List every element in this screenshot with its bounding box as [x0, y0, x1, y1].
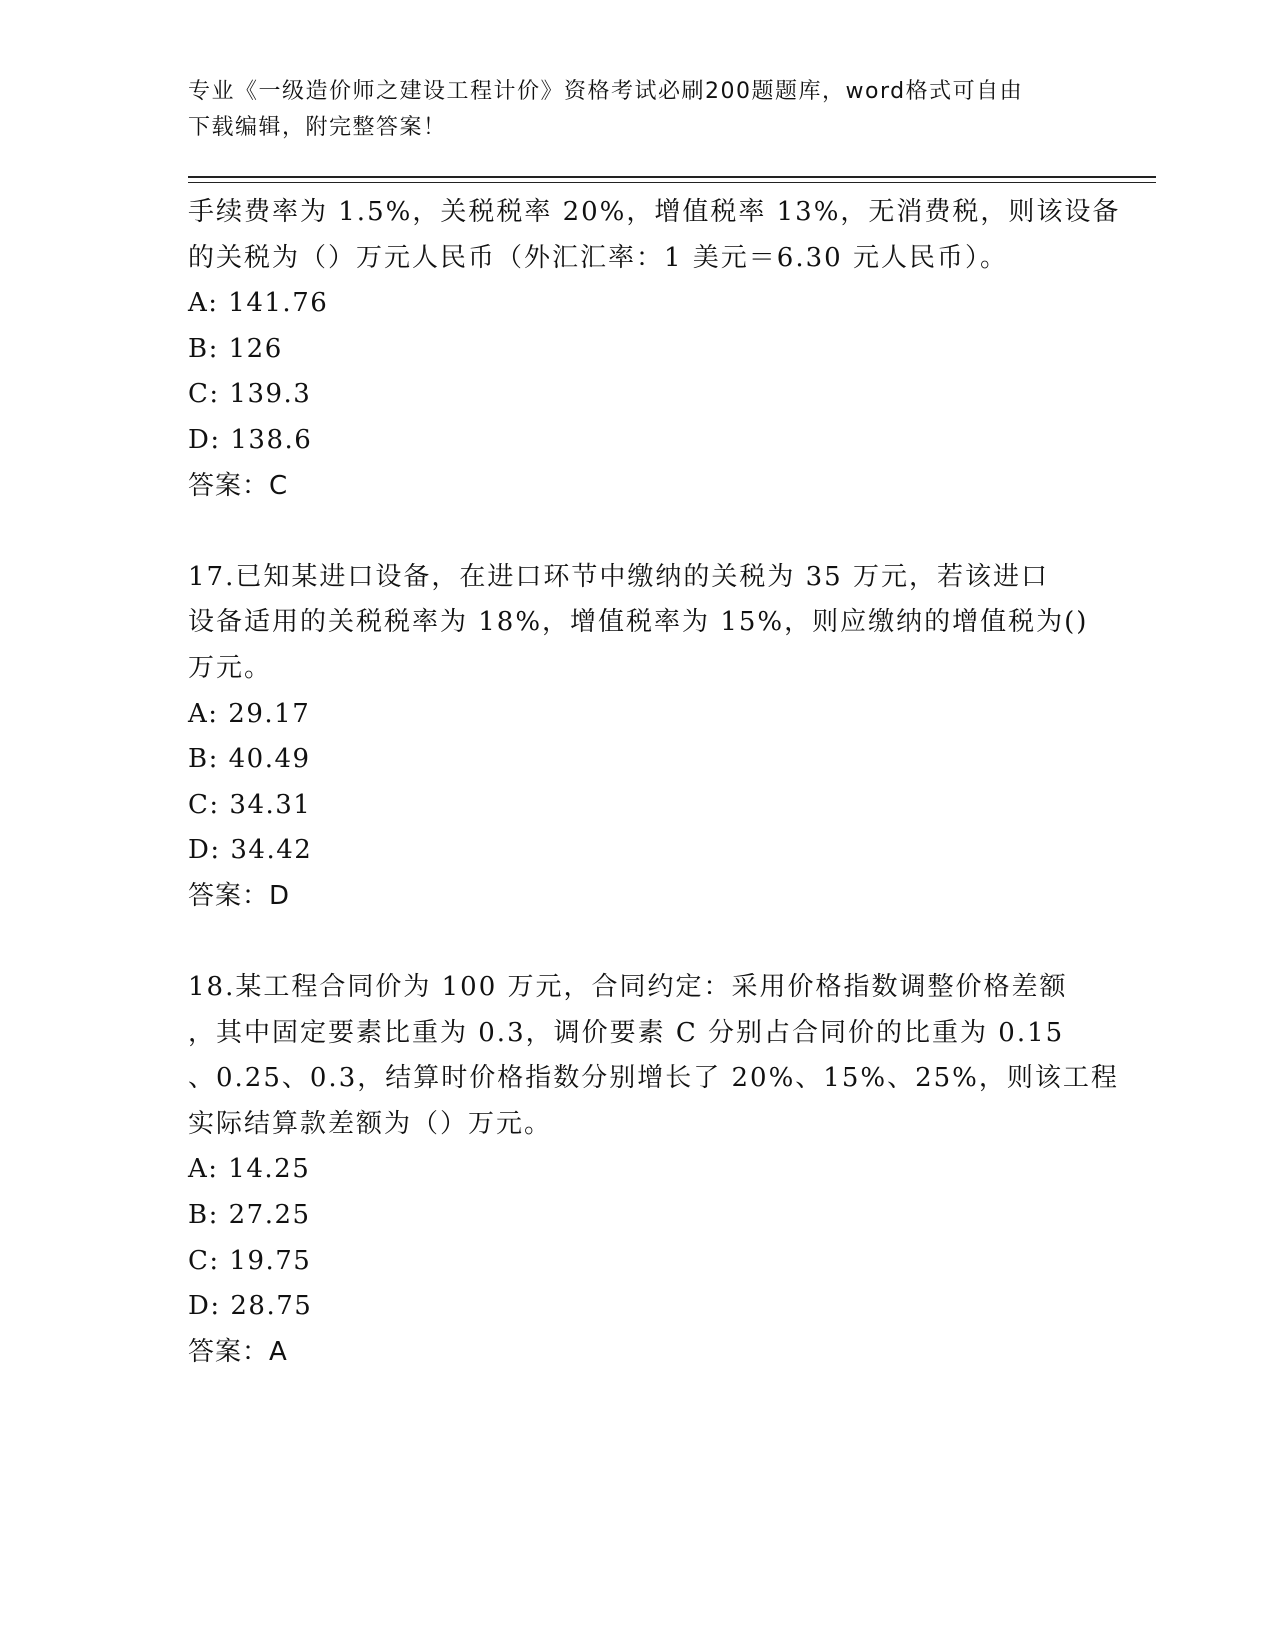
question-spacer: [188, 920, 1088, 966]
header-divider-thin: [188, 182, 1156, 183]
option-c: C: 34.31: [188, 789, 312, 820]
answer-label: 答案：D: [188, 880, 291, 911]
question-text-line: 手续费率为 1.5%，关税税率 20%，增值税率 13%，无消费税，则该设备: [188, 197, 1121, 227]
option-a: A: 14.25: [188, 1154, 311, 1185]
question-text-line: 实际结算款差额为（）万元。: [188, 1108, 553, 1139]
question-text-line: 17.已知某进口设备，在进口环节中缴纳的关税为 35 万元，若该进口: [188, 561, 1049, 592]
option-d: D: 28.75: [188, 1291, 313, 1322]
question-text-line: 18.某工程合同价为 100 万元，合同约定：采用价格指数调整价格差额: [188, 972, 1068, 1003]
option-c: C: 19.75: [188, 1245, 312, 1276]
question-17: [188, 555, 1088, 920]
question-text-line: ，其中固定要素比重为 0.3，调价要素 C 分别占合同价的比重为 0.15: [188, 1017, 1065, 1048]
option-b: B: 40.49: [188, 744, 311, 775]
option-b: B: 126: [188, 333, 283, 364]
option-a: A: 29.17: [188, 698, 311, 729]
answer-label: 答案：C: [188, 470, 289, 501]
option-b: B: 27.25: [188, 1200, 311, 1231]
question-text-line: 万元。: [188, 652, 273, 683]
question-text-line: 的关税为（）万元人民币（外汇汇率：1 美元＝6.30 元人民币）。: [188, 242, 1008, 273]
question-spacer: [188, 509, 1088, 555]
option-d: D: 138.6: [188, 424, 313, 455]
option-a: A: 141.76: [188, 288, 329, 319]
header-divider-thick: [188, 176, 1156, 178]
question-16: [188, 190, 1121, 509]
document-header: [188, 74, 1088, 146]
question-text-line: 设备适用的关税税率为 18%，增值税率为 15%，则应缴纳的增值税为(): [188, 607, 1089, 638]
option-c: C: 139.3: [188, 379, 312, 410]
answer-label: 答案：A: [188, 1336, 288, 1367]
question-18: [188, 965, 1119, 1375]
question-list: [188, 190, 1121, 1375]
header-line-2: 下载编辑，附完整答案！: [188, 115, 447, 140]
question-text-line: 、0.25、0.3，结算时价格指数分别增长了 20%、15%、25%，则该工程: [188, 1063, 1119, 1094]
header-line-1: 专业《一级造价师之建设工程计价》资格考试必刷200题题库，word格式可自由: [188, 79, 1024, 104]
option-d: D: 34.42: [188, 835, 313, 866]
